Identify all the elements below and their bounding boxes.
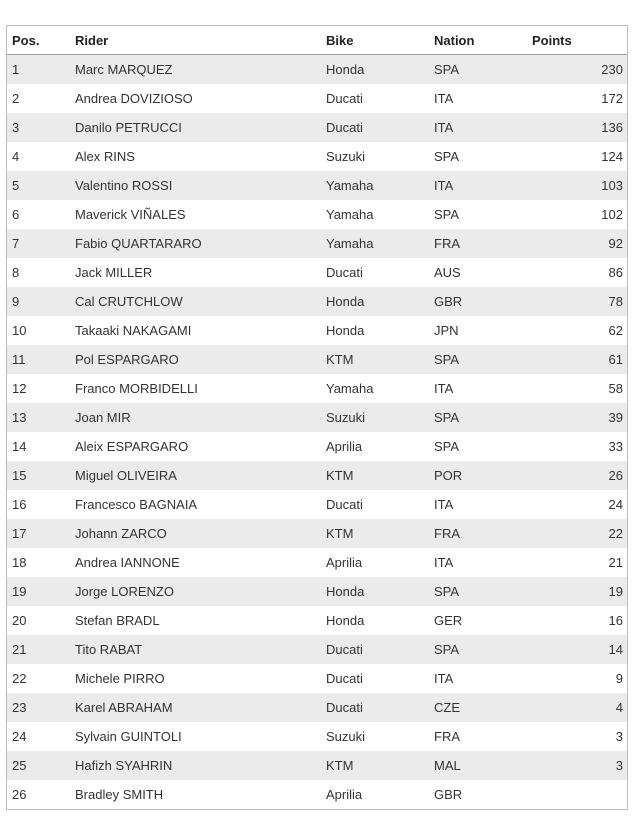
cell-points: 3: [615, 758, 623, 773]
cell-rider: Franco MORBIDELLI: [75, 381, 198, 396]
cell-points: 33: [608, 439, 623, 454]
cell-points: 14: [608, 642, 623, 657]
cell-pos: 20: [12, 613, 27, 628]
cell-points: 136: [601, 120, 623, 135]
table-row: [7, 693, 627, 722]
cell-points: 230: [601, 62, 623, 77]
cell-pos: 8: [12, 265, 20, 280]
cell-nation: SPA: [434, 352, 460, 367]
cell-bike: Aprilia: [326, 555, 363, 570]
cell-points: 16: [608, 613, 623, 628]
cell-bike: Ducati: [326, 671, 363, 686]
cell-pos: 1: [12, 62, 20, 77]
standings-table: [6, 25, 628, 810]
cell-points: 58: [608, 381, 623, 396]
cell-nation: ITA: [434, 178, 454, 193]
table-row: [7, 84, 627, 113]
cell-points: 21: [608, 555, 623, 570]
cell-rider: Johann ZARCO: [75, 526, 167, 541]
cell-nation: GBR: [434, 294, 463, 309]
cell-rider: Jorge LORENZO: [75, 584, 174, 599]
cell-nation: JPN: [434, 323, 459, 338]
cell-rider: Marc MARQUEZ: [75, 62, 173, 77]
cell-nation: FRA: [434, 236, 460, 251]
cell-rider: Maverick VIÑALES: [75, 207, 186, 222]
cell-points: 102: [601, 207, 623, 222]
cell-nation: FRA: [434, 729, 460, 744]
cell-pos: 18: [12, 555, 27, 570]
table-row: [7, 577, 627, 606]
cell-rider: Danilo PETRUCCI: [75, 120, 182, 135]
table-row: [7, 229, 627, 258]
cell-nation: ITA: [434, 91, 454, 106]
cell-nation: GER: [434, 613, 463, 628]
header-nation: Nation: [434, 32, 475, 48]
cell-rider: Cal CRUTCHLOW: [75, 294, 183, 309]
cell-bike: KTM: [326, 468, 354, 483]
cell-points: 39: [608, 410, 623, 425]
cell-pos: 3: [12, 120, 20, 135]
cell-rider: Andrea IANNONE: [75, 555, 180, 570]
cell-pos: 19: [12, 584, 27, 599]
cell-pos: 12: [12, 381, 27, 396]
cell-points: 4: [615, 700, 623, 715]
cell-pos: 11: [12, 352, 26, 367]
table-row: [7, 55, 627, 84]
cell-nation: ITA: [434, 671, 454, 686]
table-row: [7, 490, 627, 519]
cell-bike: Yamaha: [326, 207, 374, 222]
cell-rider: Andrea DOVIZIOSO: [75, 91, 193, 106]
cell-points: 3: [615, 729, 623, 744]
table-row: [7, 403, 627, 432]
table-header-row: [7, 26, 627, 55]
table-row: [7, 519, 627, 548]
header-points: Points: [532, 32, 572, 48]
cell-bike: Ducati: [326, 120, 363, 135]
cell-bike: Honda: [326, 62, 365, 77]
cell-nation: ITA: [434, 555, 454, 570]
cell-points: 22: [608, 526, 623, 541]
cell-nation: SPA: [434, 439, 460, 454]
cell-nation: SPA: [434, 584, 460, 599]
cell-nation: ITA: [434, 120, 454, 135]
table-row: [7, 461, 627, 490]
cell-points: 26: [608, 468, 623, 483]
cell-points: 172: [601, 91, 623, 106]
cell-bike: KTM: [326, 352, 354, 367]
table-row: [7, 345, 627, 374]
cell-pos: 4: [12, 149, 20, 164]
cell-pos: 22: [12, 671, 27, 686]
cell-bike: Honda: [326, 323, 365, 338]
table-row: [7, 316, 627, 345]
cell-pos: 5: [12, 178, 20, 193]
cell-bike: Suzuki: [326, 410, 366, 425]
cell-nation: GBR: [434, 787, 463, 802]
cell-rider: Tito RABAT: [75, 642, 143, 657]
cell-pos: 26: [12, 787, 27, 802]
cell-bike: Ducati: [326, 642, 363, 657]
table-row: [7, 258, 627, 287]
cell-pos: 9: [12, 294, 20, 309]
cell-rider: Stefan BRADL: [75, 613, 160, 628]
table-body: [7, 55, 627, 809]
header-rider: Rider: [75, 32, 109, 48]
table-row: [7, 287, 627, 316]
table-row: [7, 664, 627, 693]
cell-points: 61: [608, 352, 623, 367]
cell-nation: ITA: [434, 381, 454, 396]
cell-bike: Suzuki: [326, 729, 366, 744]
cell-nation: SPA: [434, 62, 460, 77]
cell-points: 86: [608, 265, 623, 280]
cell-pos: 15: [12, 468, 27, 483]
cell-rider: Alex RINS: [75, 149, 135, 164]
cell-rider: Karel ABRAHAM: [75, 700, 173, 715]
cell-bike: Honda: [326, 294, 365, 309]
cell-bike: Ducati: [326, 265, 363, 280]
cell-nation: AUS: [434, 265, 461, 280]
cell-bike: Ducati: [326, 91, 363, 106]
cell-nation: ITA: [434, 497, 454, 512]
table-row: [7, 113, 627, 142]
cell-rider: Fabio QUARTARARO: [75, 236, 202, 251]
header-pos: Pos.: [12, 32, 40, 48]
cell-points: 124: [601, 149, 623, 164]
table-row: [7, 548, 627, 577]
cell-bike: Honda: [326, 613, 365, 628]
cell-points: 78: [608, 294, 623, 309]
table-row: [7, 722, 627, 751]
cell-points: 103: [601, 178, 623, 193]
cell-bike: Ducati: [326, 497, 363, 512]
cell-rider: Sylvain GUINTOLI: [75, 729, 182, 744]
table-row: [7, 200, 627, 229]
cell-rider: Jack MILLER: [75, 265, 153, 280]
cell-bike: KTM: [326, 758, 354, 773]
cell-bike: Yamaha: [326, 236, 374, 251]
cell-rider: Michele PIRRO: [75, 671, 165, 686]
cell-nation: MAL: [434, 758, 461, 773]
cell-points: 9: [615, 671, 623, 686]
cell-nation: CZE: [434, 700, 460, 715]
cell-rider: Valentino ROSSI: [75, 178, 173, 193]
cell-pos: 21: [12, 642, 27, 657]
table-row: [7, 606, 627, 635]
table-row: [7, 751, 627, 780]
table-row: [7, 635, 627, 664]
cell-pos: 10: [12, 323, 27, 338]
cell-points: 19: [608, 584, 623, 599]
cell-pos: 16: [12, 497, 27, 512]
cell-pos: 14: [12, 439, 27, 454]
table-row: [7, 780, 627, 809]
cell-nation: SPA: [434, 410, 460, 425]
cell-pos: 2: [12, 91, 20, 106]
cell-nation: FRA: [434, 526, 460, 541]
cell-rider: Miguel OLIVEIRA: [75, 468, 177, 483]
cell-pos: 6: [12, 207, 20, 222]
cell-points: 92: [608, 236, 623, 251]
cell-pos: 25: [12, 758, 27, 773]
cell-pos: 24: [12, 729, 27, 744]
cell-pos: 13: [12, 410, 27, 425]
cell-pos: 17: [12, 526, 27, 541]
cell-nation: SPA: [434, 149, 460, 164]
cell-rider: Pol ESPARGARO: [75, 352, 179, 367]
table-row: [7, 171, 627, 200]
cell-pos: 23: [12, 700, 27, 715]
cell-nation: SPA: [434, 207, 460, 222]
table-row: [7, 432, 627, 461]
table-row: [7, 142, 627, 171]
cell-rider: Aleix ESPARGARO: [75, 439, 189, 454]
cell-bike: Ducati: [326, 700, 363, 715]
cell-points: 62: [608, 323, 623, 338]
cell-pos: 7: [12, 236, 20, 251]
cell-rider: Takaaki NAKAGAMI: [75, 323, 192, 338]
cell-bike: Aprilia: [326, 439, 363, 454]
cell-bike: Aprilia: [326, 787, 363, 802]
cell-bike: Suzuki: [326, 149, 366, 164]
cell-bike: Honda: [326, 584, 365, 599]
cell-rider: Hafizh SYAHRIN: [75, 758, 173, 773]
cell-rider: Bradley SMITH: [75, 787, 164, 802]
cell-bike: Yamaha: [326, 178, 374, 193]
cell-bike: Yamaha: [326, 381, 374, 396]
cell-nation: POR: [434, 468, 463, 483]
cell-points: 24: [608, 497, 623, 512]
table-row: [7, 374, 627, 403]
cell-bike: KTM: [326, 526, 354, 541]
header-bike: Bike: [326, 32, 354, 48]
cell-rider: Francesco BAGNAIA: [75, 497, 198, 512]
cell-nation: SPA: [434, 642, 460, 657]
cell-rider: Joan MIR: [75, 410, 131, 425]
